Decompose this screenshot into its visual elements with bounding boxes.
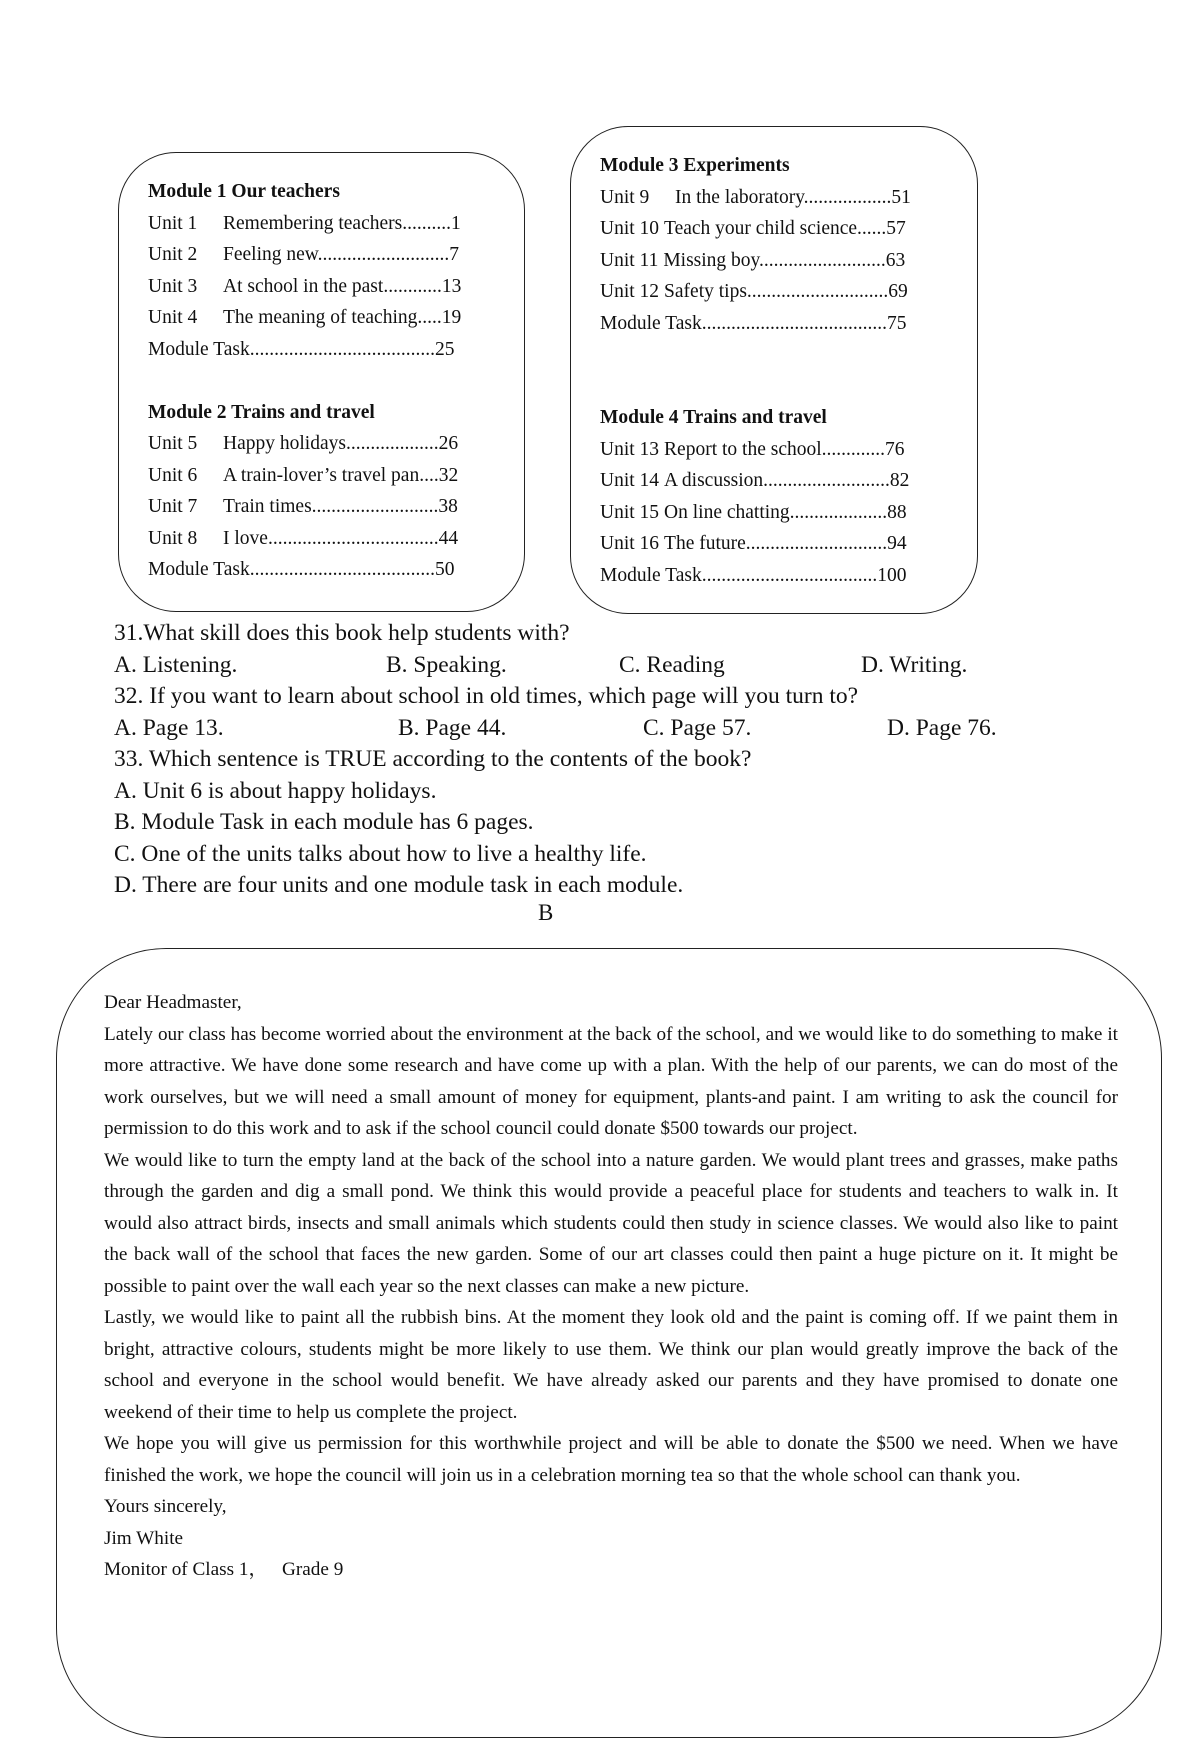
unit-number: Unit 14 [600, 470, 660, 491]
unit-number: Unit 15 [600, 501, 660, 523]
list-item [600, 276, 940, 308]
spacer [148, 365, 488, 397]
option-a: A. Listening. [114, 651, 238, 678]
list-item [600, 182, 940, 214]
unit-number: Unit 12 [600, 281, 660, 302]
table-of-contents-right [600, 150, 940, 591]
letter [104, 987, 1118, 1586]
module-title: Module 4 Trains and travel [600, 407, 827, 428]
module-title: Module 2 Trains and travel [148, 401, 375, 423]
unit-number: Unit 16 [600, 533, 660, 554]
unit-entry: I love...................................44 [223, 527, 459, 549]
unit-number: Unit 4 [148, 307, 198, 328]
unit-number: Unit 7 [148, 496, 198, 517]
paragraph: We hope you will give us permission for this worthwhile project and will be able to donate the $500 we need. When we have finished the work, we hope the council will join us in a celebration morning tea so that the whole school can thank you. [104, 1433, 1118, 1486]
unit-entry: A train-lover’s travel pan....32 [223, 464, 459, 486]
list-item [148, 302, 488, 334]
options-32 [114, 713, 1114, 745]
signer-title: Monitor of Class 1， Grade 9 [104, 1559, 344, 1580]
unit-entry: The future.............................94 [664, 533, 907, 554]
list-item [148, 460, 488, 492]
option-b: B. Speaking. [386, 651, 507, 678]
unit-entry: Safety tips.............................69 [664, 281, 908, 302]
option-c: C. Page 57. [643, 714, 752, 741]
table-of-contents-left [148, 176, 488, 586]
list-item [148, 523, 488, 555]
module-task: Module Task......................................25 [148, 338, 455, 360]
module-title: Module 3 Experiments [600, 155, 790, 176]
module-task: Module Task......................................75 [600, 312, 907, 334]
unit-number: Unit 1 [148, 212, 198, 234]
salutation: Dear Headmaster, [104, 992, 242, 1013]
unit-number: Unit 6 [148, 464, 198, 486]
paragraph: Lately our class has become worried about the environment at the back of the school, and we would like to do something to make it more attractive. We have done some research and have come up with a plan. With the help of our parents, we can do most of the work ourselves, but we will need a small amount of money for equipment, plants-and paint. I am writing to ask the council for permission to do this work and to ask if the school council could donate $500 towards our project. [104, 1023, 1118, 1139]
unit-entry: A discussion..........................82 [664, 470, 910, 491]
list-item [148, 428, 488, 460]
list-item [148, 239, 488, 271]
unit-entry: The meaning of teaching.....19 [223, 307, 462, 328]
unit-entry: Train times..........................38 [223, 496, 458, 517]
unit-number: Unit 9 [600, 186, 650, 208]
unit-number: Unit 10 [600, 218, 660, 239]
questions [114, 618, 1114, 902]
unit-entry: Feeling new...........................7 [223, 244, 459, 265]
unit-entry: In the laboratory..................51 [675, 186, 911, 208]
unit-number: Unit 8 [148, 527, 198, 549]
option-c: C. One of the units talks about how to live a healthy life. [114, 840, 647, 867]
list-item [148, 208, 488, 240]
unit-entry: Happy holidays...................26 [223, 433, 459, 454]
list-item [600, 213, 940, 245]
option-b: B. Module Task in each module has 6 pages. [114, 809, 534, 835]
list-item [600, 465, 940, 497]
module-task: Module Task....................................100 [600, 564, 907, 586]
paragraph: Lastly, we would like to paint all the rubbish bins. At the moment they look old and the paint is coming off. If we paint them in bright, attractive colours, students might be more likely to use them. We think our plan would greatly improve the back of the school and everyone in the school would benefit. We have already asked our parents and they have promised to donate one weekend of their time to help us complete the project. [104, 1307, 1118, 1423]
option-d: D. Page 76. [887, 714, 997, 741]
module-task: Module Task......................................50 [148, 559, 455, 580]
option-b: B. Page 44. [398, 714, 507, 741]
list-item [600, 497, 940, 529]
unit-number: Unit 5 [148, 433, 198, 454]
unit-entry: Report to the school.............76 [664, 438, 905, 460]
unit-entry: On line chatting....................88 [664, 501, 907, 523]
module-title: Module 1 Our teachers [148, 181, 340, 202]
closing: Yours sincerely, [104, 1496, 227, 1517]
option-c: C. Reading [619, 651, 725, 678]
unit-entry: Remembering teachers..........1 [223, 212, 461, 234]
option-a: A. Unit 6 is about happy holidays. [114, 777, 437, 804]
unit-number: Unit 11 [600, 249, 659, 271]
unit-entry: Missing boy..........................63 [663, 249, 906, 271]
unit-number: Unit 3 [148, 275, 198, 297]
unit-number: Unit 2 [148, 244, 198, 265]
list-item [148, 491, 488, 523]
option-d: D. Writing. [861, 651, 968, 678]
option-d: D. There are four units and one module task in each module. [114, 872, 684, 898]
question-33: 33. Which sentence is TRUE according to the contents of the book? [114, 746, 752, 772]
list-item [600, 434, 940, 466]
signature: Jim White [104, 1527, 184, 1549]
list-item [148, 271, 488, 303]
question-32: 32. If you want to learn about school in old times, which page will you turn to? [114, 683, 859, 709]
option-a: A. Page 13. [114, 714, 224, 741]
list-item [600, 245, 940, 277]
spacer [600, 339, 940, 402]
paragraph: We would like to turn the empty land at the back of the school into a nature garden. We would plant trees and grasses, make paths through the garden and dig a small pond. We think this would provide a peaceful place for students and teachers to walk in. It would also attract birds, insects and small animals which students could then study in science classes. We would also like to paint the back wall of the school that faces the new garden. Some of our art classes could then paint a huge picture on it. It might be possible to paint over the wall each year so the next classes can make a new picture. [104, 1149, 1118, 1297]
list-item [600, 528, 940, 560]
section-label: B [538, 900, 554, 925]
question-31: 31.What skill does this book help students with? [114, 620, 570, 646]
options-31 [114, 650, 1114, 682]
unit-number: Unit 13 [600, 438, 660, 460]
unit-entry: At school in the past............13 [223, 275, 462, 297]
unit-entry: Teach your child science......57 [664, 218, 906, 239]
